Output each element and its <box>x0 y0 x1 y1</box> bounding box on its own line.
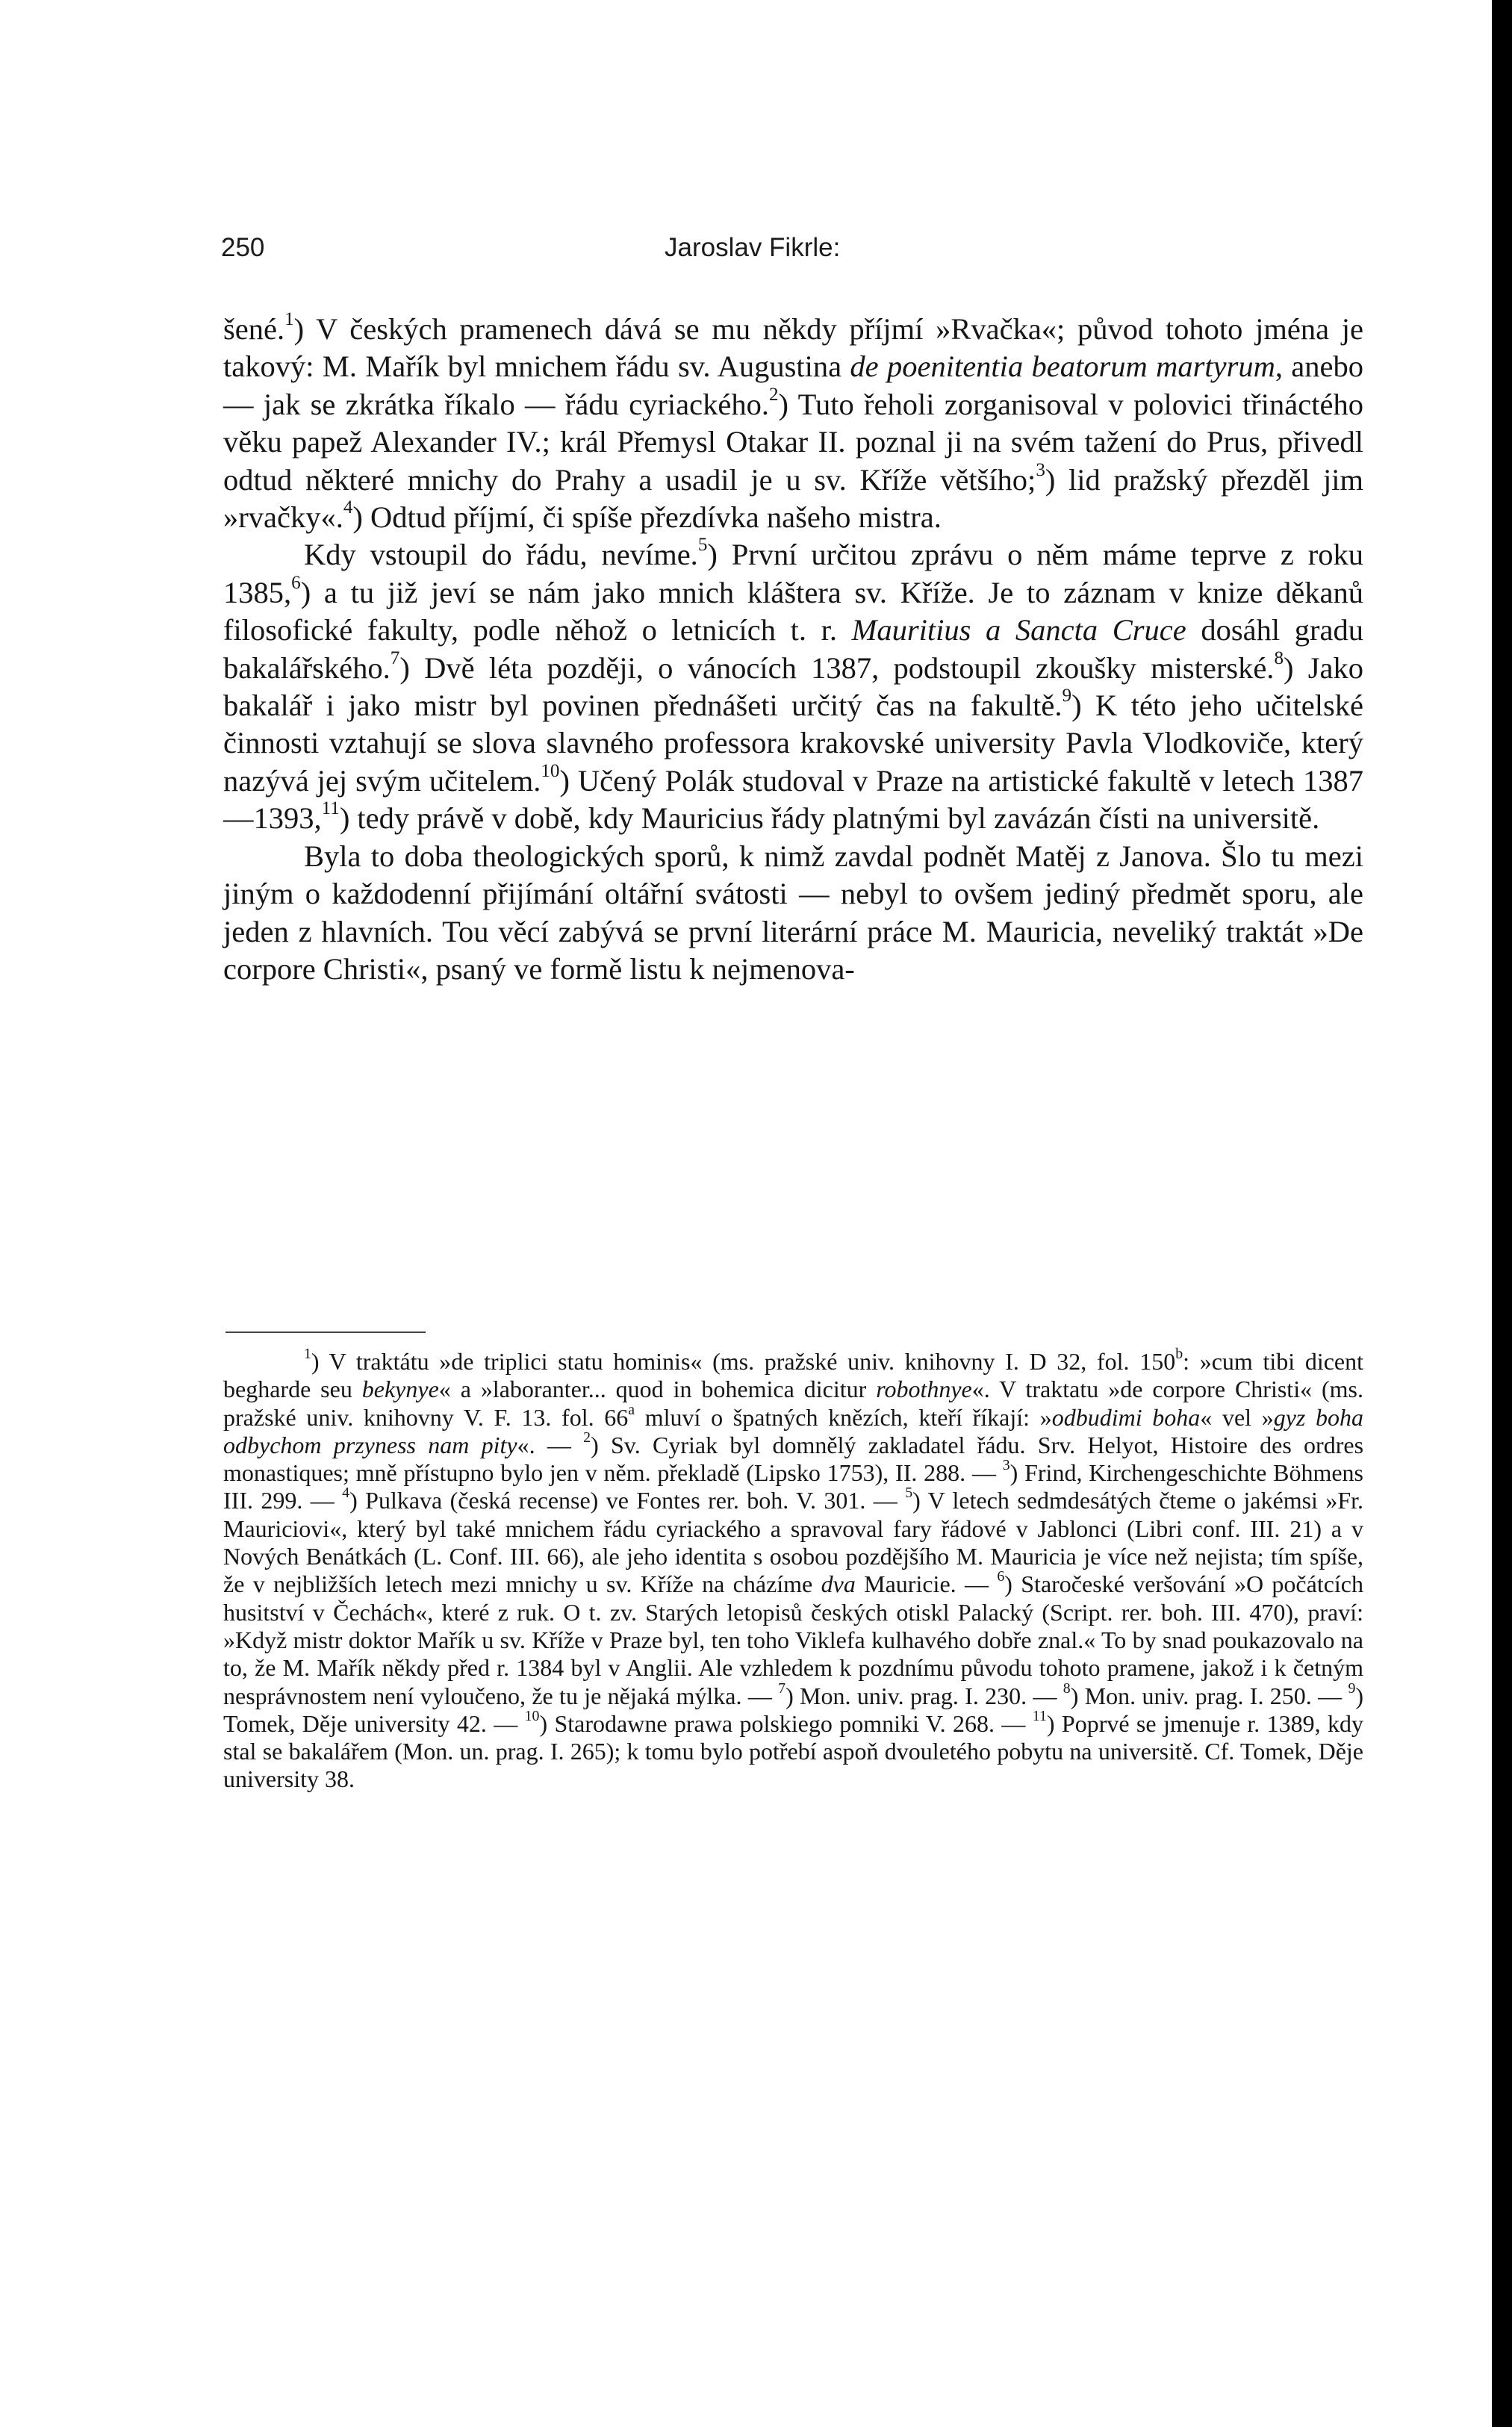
text-segment: ) V letech sedmdesátých čteme o jakémsi »Fr. Mauriciovi«, který byl také mnichem řádu cyriackého a spravoval fary řádové v Jablonci (Libri conf. III. 21) a v Nových Benátkách (L. Conf. III. 66), ale jeho identita s osobou pozdějšího M. Mauricia je více než nejista; tím spíše, že v nejbližších letech mezi mnichy u sv. Kříže na cházíme <box>223 1487 1364 1598</box>
italic-name: Mauritius a Sancta Cruce <box>851 613 1186 647</box>
text-segment: ) a tu již jeví se nám jako mnich kláštera sv. Kříže. Je to záznam v knize děkanů filosofické fakulty, podle něhož o letnicích t. r. <box>223 575 1363 647</box>
footnote-divider <box>225 1331 426 1333</box>
footnote-marker: 9 <box>1348 1679 1356 1697</box>
text-segment: , anebo — jak se zkrátka říkalo — řádu cyriackého. <box>223 349 1364 421</box>
text-segment: ) Pulkava (česká recense) ve Fontes rer. boh. V. 301. — <box>349 1487 906 1514</box>
folio-suffix: a <box>628 1401 635 1418</box>
paragraph <box>223 838 1363 989</box>
footnote-ref: 5 <box>697 535 708 556</box>
running-head: Jaroslav Fikrle: <box>665 233 841 262</box>
text-segment: ) Dvě léta později, o vánocích 1387, podstoupil zkoušky misterské. <box>399 650 1275 685</box>
scan-edge <box>1492 0 1512 2427</box>
footnote-ref: 10 <box>541 761 560 782</box>
footnote-ref: 4 <box>343 497 353 518</box>
footnote-ref: 2 <box>768 384 779 405</box>
text-segment: Byla to doba theologických sporů, k nimž zavdal podnět Matěj z Janova. Šlo tu mezi jiným o každodenní přijímání oltářní svátosti — nebyl to ovšem jediný předmět sporu, ale jeden z hlavních. Tou věcí zabývá se první literární práce M. Mauricia, neveliký traktát »De corpore Christi«, psaný ve formě listu k nejmenova- <box>223 839 1363 986</box>
text-segment: ) Učený Polák studoval v Praze na artistické fakultě v letech 1387—1393, <box>223 763 1363 836</box>
text-segment: ) tedy právě v době, kdy Mauricius řády platnými byl zavázán čísti na universitě. <box>339 801 1320 836</box>
footnote-ref: 11 <box>321 798 340 819</box>
footnote-marker: 1 <box>304 1346 311 1363</box>
footnote-ref: 8 <box>1274 647 1284 668</box>
footnote-marker: 4 <box>342 1485 350 1502</box>
footnote-ref: 1 <box>284 309 294 330</box>
italic-quote: robothnye <box>876 1376 972 1403</box>
text-segment: ) Staročeské veršování »O počátcích husitství v Čechách«, které z ruk. O t. zv. Starých letopisů českých otiskl Palacký (Script. rer. boh. III. 470), praví: »Když mistr doktor Mařík u sv. Kříže v Praze byl, ten toho Viklefa kulhavého dobře znal.« To by snad poukazovalo na to, že M. Mařík někdy před r. 1384 byl v Anglii. Ale vzhledem k pozdnímu původu tohoto pramene, jakož i k četným nesprávnostem není vyloučeno, že tu je nějaká mýlka. — <box>223 1570 1364 1709</box>
footnote-marker: 11 <box>1032 1707 1047 1724</box>
footnote-ref: 7 <box>390 647 400 668</box>
footnote-ref: 3 <box>1036 459 1045 480</box>
text-segment: Kdy vstoupil do řádu, nevíme. <box>304 538 698 572</box>
footnote-marker: 7 <box>778 1679 786 1697</box>
text-segment: ) Starodawne prawa polskiego pomniki V. 268. — <box>539 1709 1033 1737</box>
text-segment: « vel » <box>1200 1403 1274 1431</box>
page-number: 250 <box>221 233 265 262</box>
page-header <box>221 233 1341 269</box>
text-segment: ) První určitou zprávu o něm máme teprve z roku 1385, <box>223 538 1364 609</box>
footnote-marker: 3 <box>1002 1457 1010 1474</box>
text-segment: ) K této jeho učitelské činnosti vztahují se slova slavného professora krakovské university Pavla Vlodkoviče, který nazývá jej svým učitelem. <box>223 689 1363 798</box>
footnote-marker: 6 <box>997 1568 1005 1585</box>
text-segment: «. V traktatu »de corpore Christi« (ms. pražské univ. knihovny V. F. 13. fol. 66 <box>223 1376 1364 1431</box>
text-segment: «. — <box>517 1431 584 1458</box>
text-segment: šené. <box>223 312 285 346</box>
text-segment: ) Mon. univ. prag. I. 250. — <box>1070 1682 1348 1709</box>
footnote-paragraph <box>223 1348 1363 1794</box>
text-segment: Mauricie. — <box>855 1570 998 1598</box>
folio-suffix: b <box>1175 1346 1183 1363</box>
paragraph <box>223 536 1363 837</box>
footnote-marker: 8 <box>1063 1679 1071 1697</box>
text-segment: : »cum tibi dicent begharde seu <box>223 1348 1364 1403</box>
paragraph <box>223 311 1363 536</box>
text-segment: ) Mon. univ. prag. I. 230. — <box>785 1682 1063 1709</box>
text-segment: « a »laboranter... quod in bohemica dicitur <box>438 1376 877 1403</box>
text-segment: ) Frind, Kirchengeschichte Böhmens III. 299. — <box>223 1459 1364 1514</box>
main-text <box>223 311 1363 988</box>
footnote-marker: 2 <box>583 1429 591 1446</box>
text-segment: mluví o špatných knězích, kteří říkají: » <box>635 1403 1052 1431</box>
text-segment: ) Tomek, Děje university 42. — <box>223 1682 1364 1737</box>
italic-quote: odbudimi boha <box>1051 1403 1201 1431</box>
text-segment: ) Poprvé se jmenuje r. 1389, kdy stal se bakalářem (Mon. un. prag. I. 265); k tomu bylo potřebí aspoň dvouletého pobytu na universitě. Cf. Tomek, Děje university 38. <box>223 1709 1364 1793</box>
text-segment: ) V traktátu »de triplici statu hominis« (ms. pražské univ. knihovny I. D 32, fol. 150 <box>311 1348 1176 1375</box>
italic-word: dva <box>821 1570 856 1598</box>
footnotes <box>223 1348 1363 1794</box>
italic-quote: bekynye <box>361 1376 439 1403</box>
text-segment: dosáhl gradu bakalářského. <box>223 613 1363 685</box>
italic-title: de poenitentia beatorum martyrum <box>850 349 1275 384</box>
footnote-ref: 6 <box>291 573 301 594</box>
text-segment: ) lid pražský přezděl jim »rvačky«. <box>223 462 1363 535</box>
footnote-marker: 10 <box>524 1707 540 1724</box>
italic-quote: gyz boha odbychom przyness nam pity <box>223 1403 1364 1458</box>
text-segment: ) V českých pramenech dává se mu někdy příjmí »Rvačka«; původ tohoto jména je takový: M. Mařík byl mnichem řádu sv. Augustina <box>223 312 1363 384</box>
text-segment: ) Jako bakalář i jako mistr byl povinen přednášeti určitý čas na fakultě. <box>223 650 1363 723</box>
footnote-ref: 9 <box>1062 686 1072 706</box>
footnote-marker: 5 <box>905 1485 913 1502</box>
text-segment: ) Sv. Cyriak byl domnělý zakladatel řádu. Srv. Helyot, Histoire des ordres monastiques; mně přístupno bylo jen v něm. překladě (Lipsko 1753), II. 288. — <box>223 1431 1364 1487</box>
text-segment: ) Tuto řeholi zorganisoval v polovici třináctého věku papež Alexander IV.; král Přemysl Otakar II. poznal ji na svém tažení do Prus, přivedl odtud některé mnichy do Prahy a usadil je u sv. Kříže většího; <box>223 387 1363 497</box>
text-segment: ) Odtud příjmí, či spíše přezdívka našeho mistra. <box>352 500 942 535</box>
